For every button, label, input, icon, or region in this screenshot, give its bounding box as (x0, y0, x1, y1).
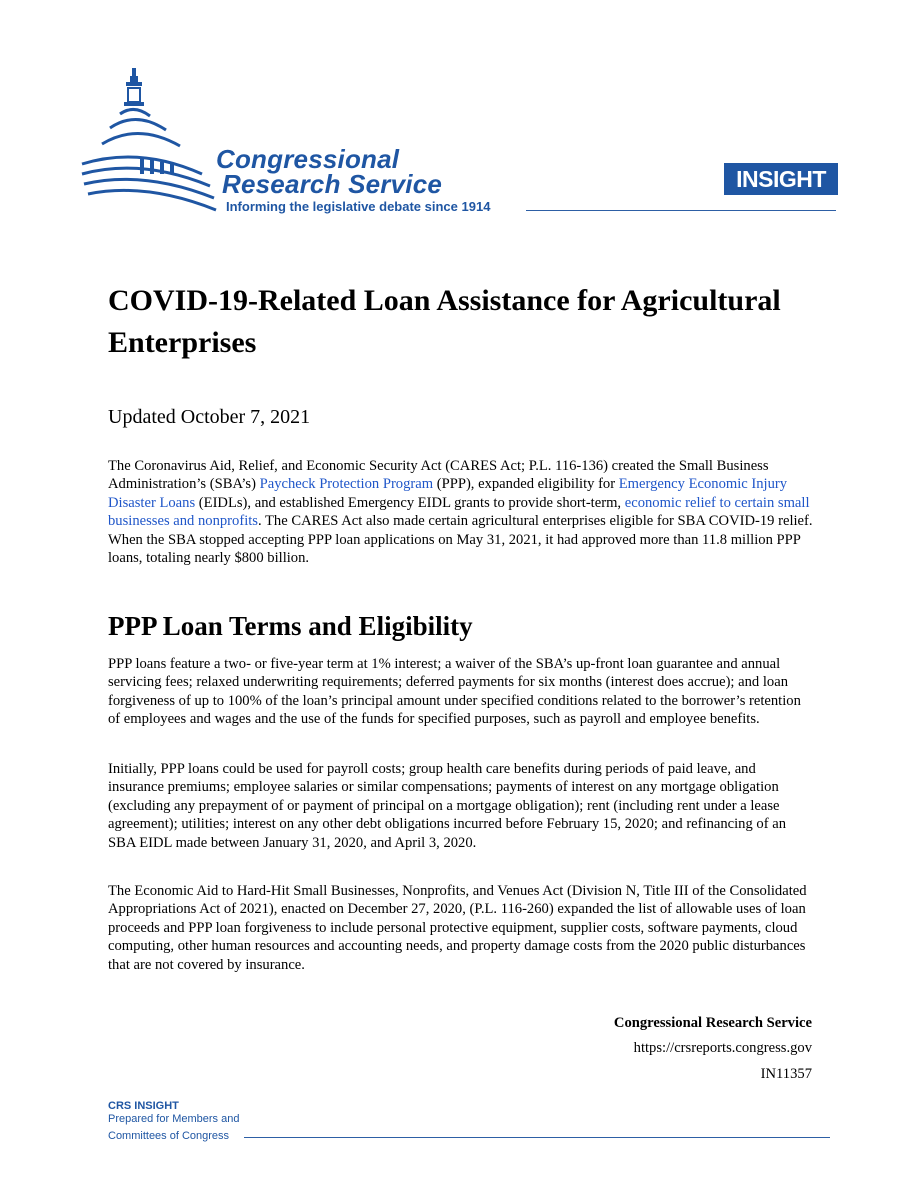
ppp-link[interactable]: Paycheck Protection Program (259, 476, 434, 493)
prepared-for-line2: Committees of Congress (108, 1130, 230, 1142)
footer-org: Congressional Research Service (613, 1015, 812, 1031)
footer-divider (244, 1137, 830, 1138)
prepared-for-line1: Prepared for Members and (108, 1113, 240, 1125)
economic-relief-link[interactable]: economic relief to certain small businesses and nonprofits (108, 494, 810, 530)
intro-paragraph (108, 457, 814, 567)
insight-badge: INSIGHT (724, 163, 838, 195)
page-title: COVID-19-Related Loan Assistance for Agricultural Enterprises (108, 284, 781, 359)
crs-insight-label: CRS INSIGHT (108, 1100, 179, 1112)
terms-paragraph: PPP loans feature a two- or five-year term at 1% interest; a waiver of the SBA’s up-front loan guarantee and annual servicing fees; relaxed underwriting requirements; deferred payments for six months (interest does accrue); and loan forgiveness of up to 100% of the loan’s principal amount under specified conditions related to the borrower’s retention of employees and wages and the use of the funds for specified purposes, such as payroll and employee benefits. (108, 656, 801, 728)
intro-text-3: (EIDLs), and established Emergency EIDL grants to provide short-term, (195, 494, 625, 511)
org-tagline: Informing the legislative debate since 1914 (226, 199, 491, 214)
updated-date: Updated October 7, 2021 (108, 406, 311, 428)
report-id: IN11357 (760, 1066, 812, 1082)
initial-uses-paragraph: Initially, PPP loans could be used for payroll costs; group health care benefits during periods of paid leave, and insurance premiums; employee salaries or similar compensations; payments of interest on any mortgage obligation (excluding any prepayment of or payment of principal on a mortgage obligation); rent (including rent under a lease agreement); utilities; interest on any other debt obligations incurred before February 15, 2020; and refinancing of an SBA EIDL made between January 31, 2020, and April 3, 2020. (108, 761, 786, 851)
capitol-dome-icon (80, 66, 220, 216)
org-name-line1: Congressional (216, 144, 400, 174)
expanded-uses-paragraph: The Economic Aid to Hard-Hit Small Businesses, Nonprofits, and Venues Act (Division N, Title III of the Consolidated Appropriations Act of 2021), enacted on December 27, 2020, (P.L. 116-260) expanded the list of allowable uses of loan proceeds and PPP loan forgiveness to include personal protective equipment, supplier costs, software payments, cloud computing, other human resources and accounting needs, and property damage costs from the 2020 public disturbances that are not covered by insurance. (108, 883, 807, 973)
intro-text-4: . The CARES Act also made certain agricultural enterprises eligible for SBA COVID-19 relief. When the SBA stopped accepting PPP loan applications on May 31, 2021, it had approved more than 11.8 million PPP loans, totaling nearly $800 billion. (108, 513, 813, 567)
org-name-line2: Research Service (222, 169, 443, 199)
intro-text-1: The Coronavirus Aid, Relief, and Economic Security Act (CARES Act; P.L. 116-136) created the Small Business Administration’s (SBA’s) (108, 458, 769, 493)
footer-url[interactable]: https://crsreports.congress.gov (633, 1040, 812, 1056)
eidl-link[interactable]: Emergency Economic Injury Disaster Loans (108, 476, 788, 511)
intro-text-2: (PPP), expanded eligibility for (433, 476, 619, 493)
section-heading: PPP Loan Terms and Eligibility (108, 611, 473, 641)
header-divider (526, 210, 836, 211)
